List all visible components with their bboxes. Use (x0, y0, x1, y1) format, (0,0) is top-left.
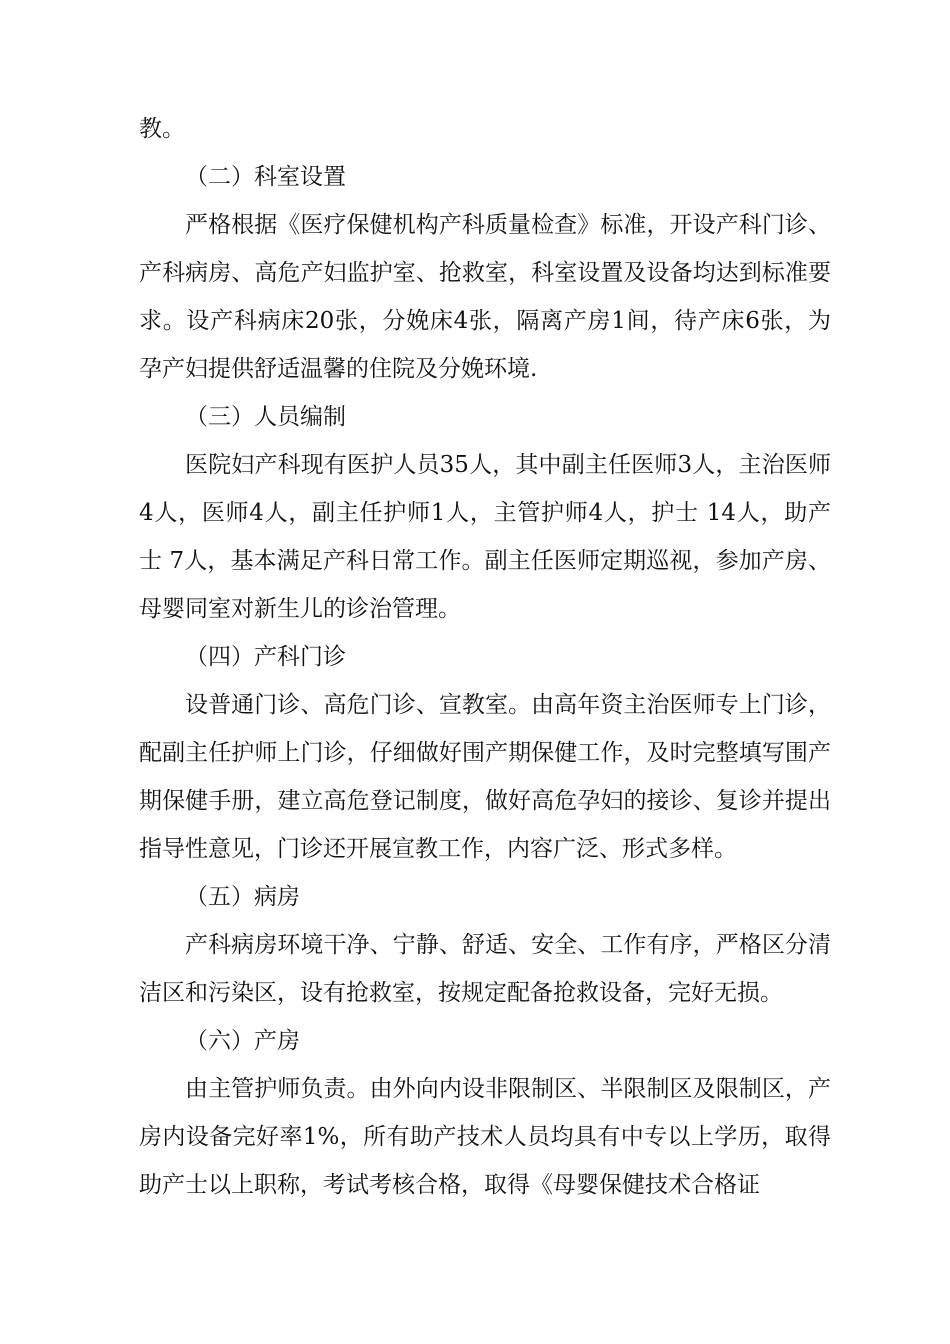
section-heading-department-setup: （二）科室设置 (185, 164, 346, 190)
section-heading-delivery-room: （六）产房 (185, 1028, 300, 1054)
section-heading-ward: （五）病房 (185, 884, 300, 910)
paragraph-staffing: 医院妇产科现有医护人员35人，其中副主任医师3人，主治医师4人，医师4人，副主任护师1人，主管护师4人，护士 14人，助产士 7人，基本满足产科日常工作。副主任医师定期巡视，参加产房、母婴同室对新生儿的诊治管理。 (139, 452, 831, 622)
paragraph-department-setup: 严格根据《医疗保健机构产科质量检查》标准，开设产科门诊、产科病房、高危产妇监护室、抢救室，科室设置及设备均达到标准要求。设产科病床20张，分娩床4张，隔离产房1间，待产床6张，为孕产妇提供舒适温馨的住院及分娩环境. (139, 212, 831, 382)
section-heading-staffing: （三）人员编制 (185, 404, 346, 430)
paragraph-delivery-room: 由主管护师负责。由外向内设非限制区、半限制区及限制区，产房内设备完好率1%，所有助产技术人员均具有中专以上学历，取得助产士以上职称，考试考核合格，取得《母婴保健技术合格证 (139, 1076, 831, 1198)
paragraph-ward: 产科病房环境干净、宁静、舒适、安全、工作有序，严格区分清洁区和污染区，设有抢救室，按规定配备抢救设备，完好无损。 (139, 932, 831, 1006)
paragraph-outpatient: 设普通门诊、高危门诊、宣教室。由高年资主治医师专上门诊，配副主任护师上门诊，仔细做好围产期保健工作，及时完整填写围产期保健手册，建立高危登记制度，做好高危孕妇的接诊、复诊并提出指导性意见，门诊还开展宣教工作，内容广泛、形式多样。 (139, 692, 831, 862)
document-body (139, 105, 831, 1209)
paragraph-continuation: 教。 (139, 116, 185, 142)
section-heading-outpatient: （四）产科门诊 (185, 644, 346, 670)
